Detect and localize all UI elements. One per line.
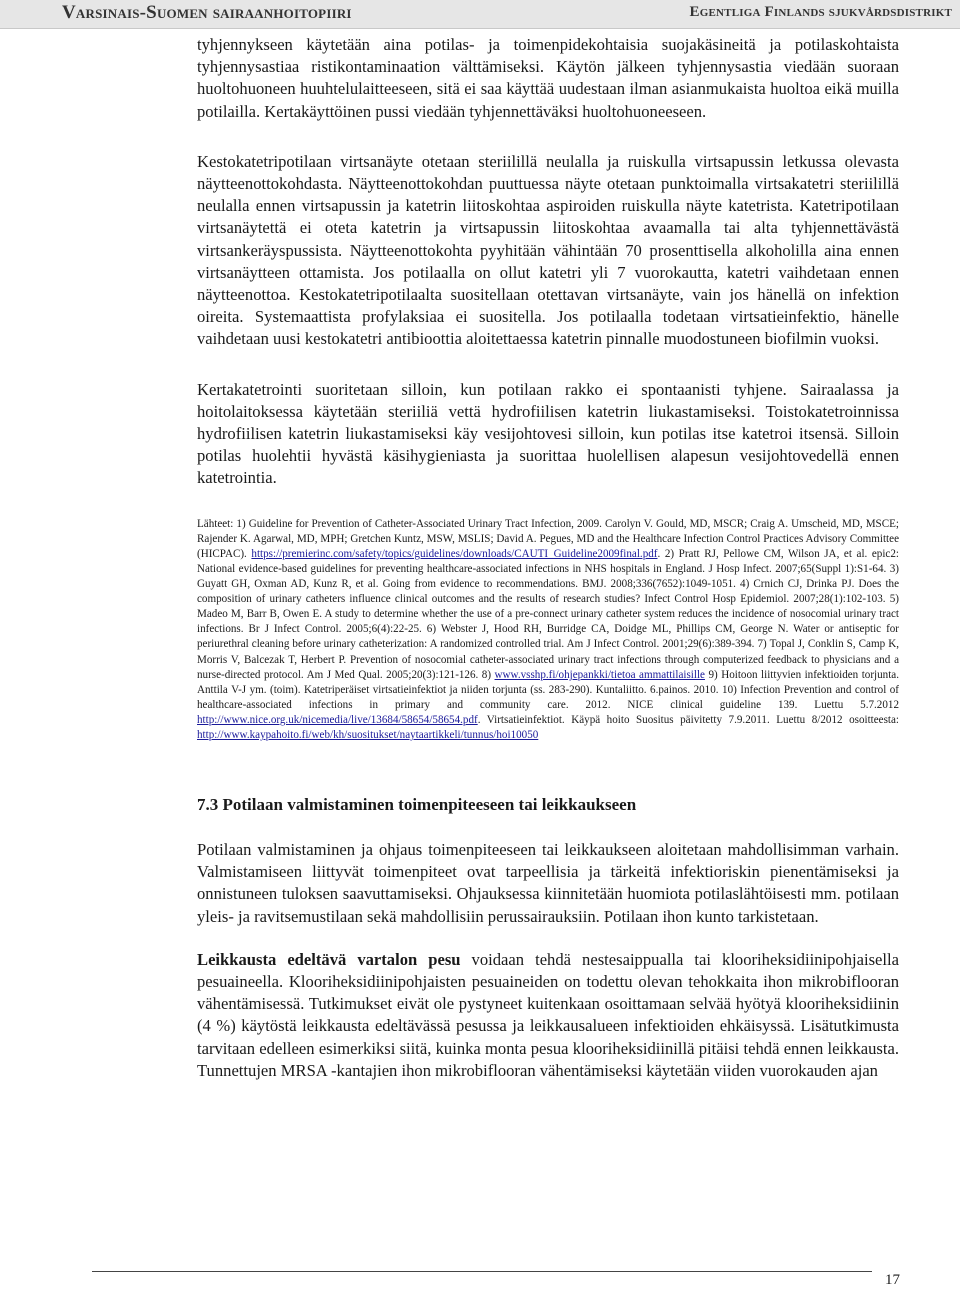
preoperative-wash-term: Leikkausta edeltävä vartalon pesu xyxy=(197,949,461,969)
page-header xyxy=(0,0,960,29)
page-number: 17 xyxy=(885,1272,900,1288)
reference-link-kaypahoito[interactable]: http://www.kaypahoito.fi/web/kh/suositukset/naytaartikkeli/tunnus/hoi10050 xyxy=(197,728,539,741)
paragraph-patient-preparation: Potilaan valmistaminen ja ohjaus toimenpiteeseen tai leikkaukseen aloitetaan mahdollisimman varhain. Valmistamiseen liittyvät toimenpiteet ovat tarpeellisia ja tärkeitä infektioriskin pienentämiseksi ja onnistuneen tuloksen saavuttamiseksi. Ohjauksessa kiinnitetään huomiota potilaslähtöisesti mm. potilaan yleis- ja ravitsemustilaan sekä mahdollisiin perussairauksiin. Potilaan ihon kunto tarkistetaan. xyxy=(197,840,899,926)
reference-link-nice[interactable]: http://www.nice.org.uk/nicemedia/live/13684/58654/58654.pdf xyxy=(197,713,478,726)
paragraph-preoperative-wash xyxy=(197,949,899,1082)
header-title-finnish: Varsinais-Suomen sairaanhoitopiiri xyxy=(62,2,352,23)
reference-link-vsshp[interactable]: www.vsshp.fi/ohjepankki/tietoa ammattilaisille xyxy=(494,668,705,681)
reference-link-cdc-guideline[interactable]: https://premierinc.com/safety/topics/guidelines/downloads/CAUTI_Guideline2009final.pdf xyxy=(251,547,658,560)
preoperative-wash-text: voidaan tehdä nestesaippualla tai klooriheksidiinipohjaisella pesuaineella. Klooriheksidiinipohjaisten pesuaineiden on todettu olevan tehokkaita ihon mikrobiflooran vähentämisessä. Tutkimukset eivät ole pystyneet kuitenkaan osoittamaan selvää hyötyä klooriheksidiinin (4 %) käytöstä leikkausta edeltävässä pesussa ja leikkausalueen infektioiden ehkäisyssä. Lisätutkimusta tarvitaan edelleen esimerkiksi siitä, kuinka monta pesua klooriheksidiinillä pitäisi tehdä ennen leikkausta. Tunnettujen MRSA -kantajien ihon mikrobiflooran vähentämiseksi käytetään viiden vuorokauden ajan xyxy=(197,949,899,1080)
paragraph-intermittent-catheterization: Kertakatetrointi suoritetaan silloin, kun potilaan rakko ei spontaanisti tyhjene. Sairaalassa ja hoitolaitoksessa käytetään steriiliä vettä hydrofiilisen katetrin liukastamiseksi. Toistokatetroinnissa hydrofiilisen katetrin liukastamiseksi käy vesijohtovesi silloin, kun potilas itse katetroi itsensä. Silloin potilas huolehtii hyvästä käsihygieniasta ja suorittaa huolellisen alapesun vesijohtovedellä ennen katetrointia. xyxy=(197,379,899,488)
references-text-1: Lähteet: 1) Guideline for Prevention of Catheter-Associated Urinary Tract Infection, 2009. Carolyn V. Gould, MD, MSCR; Craig A. Umscheid, MD, MSCE; Rajender K. Agarwal, MD, MPH; Gretchen Kuntz, MSW, MSLIS; David A. Pegues, MD and the Healthcare Infection Control Practices Advisory Committee (HICPAC). xyxy=(197,517,899,560)
section-heading: 7.3 Potilaan valmistaminen toimenpiteeseen tai leikkaukseen xyxy=(197,795,637,815)
references-block xyxy=(197,517,899,743)
references-text-3: 9) Hoitoon liittyvien infektioiden torjunta. Anttila V-J ym. (toim). Katetriperäiset virtsatieinfektiot ja niiden torjunta (ss. 283-290). Kuntaliitto. 6.painos. 2010. 10) Infection Prevention and control of healthcare-associated infections in primary and community care. 2012. NICE clinical guideline 139. Luettu 5.7.2012 xyxy=(197,668,899,711)
references-text-4: . Virtsatieinfektiot. Käypä hoito Suositus päivitetty 7.9.2011. Luettu 8/2012 osoitteesta: xyxy=(477,713,899,726)
references-text-2: . 2) Pratt RJ, Pellowe CM, Wilson JA, et al. epic2: National evidence-based guidelines for preventing healthcare-associated infections in NHS hospitals in England. J Hosp Infect. 2007;65(Suppl 1):S1-64. 3) Guyatt GH, Oxman AD, Kunz R, et al. Going from evidence to recommendations. BMJ. 2008;336(7652):1049-1051. 4) Crnich CJ, Drinka PJ. Does the composition of urinary catheters influence clinical outcomes and the results of research studies? Infect Control Hosp Epidemiol. 2007;28(1):102-103. 5) Madeo M, Barr B, Owen E. A study to determine whether the use of a pre-connect urinary catheter system reduces the incidence of nosocomial urinary tract infections. Br J Infect Control. 2005;6(4):22-25. 6) Webster J, Hood RH, Burridge CA, Doidge ML, Phillips CM, George N. Water or antiseptic for periurethral cleaning before urinary catheterization: A randomized controlled trial. Am J Infect Control. 2001;29(6):389-394. 7) Topal J, Conklin S, Camp K, Morris V, Balcezak T, Herbert P. Prevention of nosocomial catheter-associated urinary tract infections through computerized feedback to physicians and a nurse-directed protocol. Am J Med Qual. 2005;20(3):121-126. 8) xyxy=(197,547,899,681)
paragraph-drainage-container: tyhjennykseen käytetään aina potilas- ja toimenpidekohtaisia suojakäsineitä ja potilaskohtaista tyhjennysastiaa ristikontaminaation välttämiseksi. Käytön jälkeen tyhjennysastia viedään suoraan huoltohuoneen huuhtelulaitteeseen, sitä ei saa käyttää uudestaan ilman asianmukaista huoltoa eikä muilla potilailla. Kertakäyttöinen pussi viedään tyhjennettäväksi huoltohuoneeseen. xyxy=(197,35,899,121)
document-body xyxy=(197,34,899,1082)
footer-divider xyxy=(92,1271,872,1272)
header-title-swedish: Egentliga Finlands sjukvårdsdistrikt xyxy=(689,4,952,20)
paragraph-urine-sample: Kestokatetripotilaan virtsanäyte otetaan steriilillä neulalla ja ruiskulla virtsapussin letkussa olevasta näytteenottokohdasta. Näytteenottokohdan puuttuessa näyte otetaan punktoimalla virtsakatetri steriilillä neulalla ennen virtsapussin ja katetrin liitoskohtaa aspiroiden ruiskulla näyte katetrista. Katetripotilaan virtsanäytettä ei oteta katetrin ja virtsapussin liitoskohtaa avaamalla tai alta tyhjennettävästä virtsankeräyspussista. Näytteenottokohta pyyhitään vähintään 70 prosenttisella alkoholilla aina ennen virtsanäytteen ottamista. Jos potilaalla on ollut katetri yli 7 vuorokautta, katetri vaihdetaan ennen näytteenottoa. Kestokatetripotilaalta suositellaan otettavan virtsanäyte, vain jos hänellä on infektion oireita. Systemaattista profylaksiaa ei suositella. Jos potilaalla todetaan virtsatieinfektio, hänelle vaihdetaan uusi kestokatetri antibioottia aloitettaessa katetrin pinnalle muodostuneen biofilmin vuoksi. xyxy=(197,151,899,349)
